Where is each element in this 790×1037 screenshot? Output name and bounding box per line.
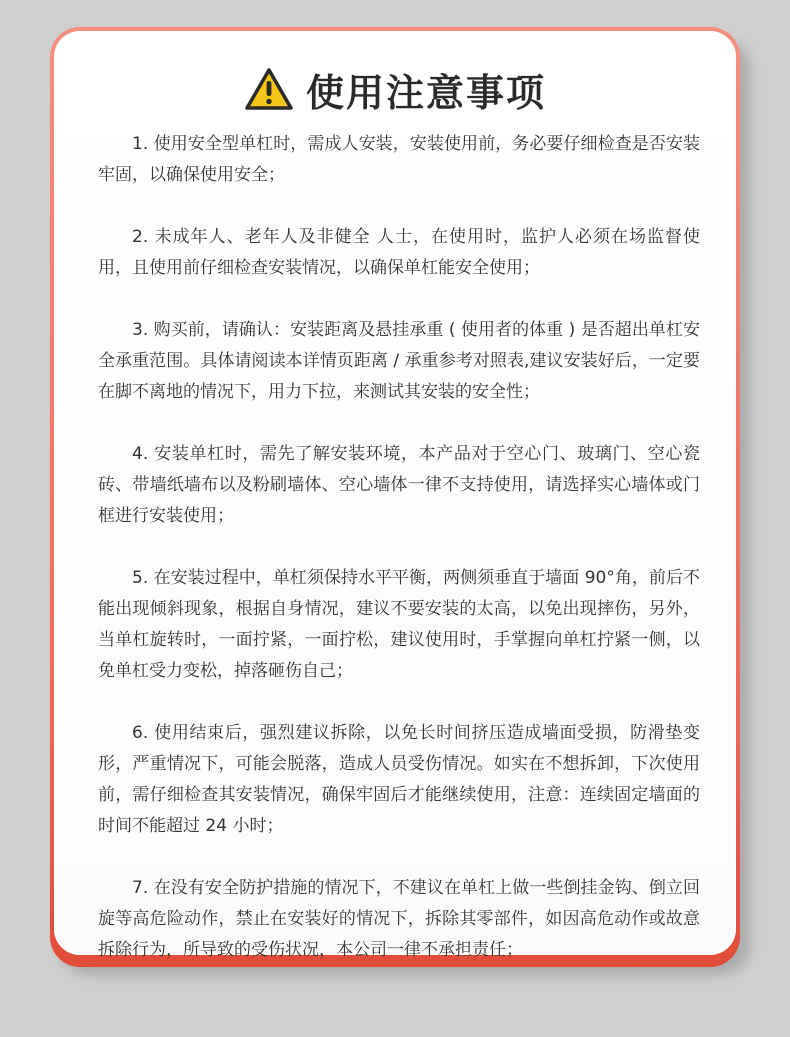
notice-list bbox=[98, 129, 700, 997]
page-title: 使用注意事项 bbox=[305, 70, 546, 115]
notice-item: 7. 在没有安全防护措施的情况下，不建议在单杠上做一些倒挂金钩、倒立回旋等高危险动作，禁止在安装好的情况下，拆除其零部件，如因高危动作或故意拆除行为，所导致的受伤状况，本公司一律不承担责任； bbox=[98, 878, 700, 960]
notice-item: 6. 使用结束后，强烈建议拆除，以免长时间挤压造成墙面受损，防滑垫变形，严重情况下，可能会脱落，造成人员受伤情况。如实在不想拆卸，下次使用前，需仔细检查其安装情况，确保牢固后才能继续使用，注意：连续固定墙面的时间不能超过 24 小时； bbox=[98, 723, 700, 836]
title-row bbox=[54, 59, 736, 119]
notice-item: 3. 购买前，请确认：安装距离及悬挂承重 ( 使用者的体重 ) 是否超出单杠安全承重范围。具体请阅读本详情页距离 / 承重参考对照表,建议安装好后，一定要在脚不离地的情况下，用力下拉，来测试其安装的安全性； bbox=[98, 320, 700, 402]
notice-item: 1. 使用安全型单杠时，需成人安装，安装使用前，务必要仔细检查是否安装牢固，以确保使用安全； bbox=[98, 134, 700, 185]
notice-item: 5. 在安装过程中，单杠须保持水平平衡，两侧须垂直于墙面 90°角，前后不能出现倾斜现象，根据自身情况，建议不要安装的太高，以免出现摔伤，另外，当单杠旋转时，一面拧紧，一面拧松，建议使用时，手掌握向单杠拧紧一侧，以免单杠受力变松，掉落砸伤自己； bbox=[98, 568, 700, 681]
notice-item: 4. 安装单杠时，需先了解安装环境，本产品对于空心门、玻璃门、空心瓷砖、带墙纸墙布以及粉刷墙体、空心墙体一律不支持使用，请选择实心墙体或门框进行安装使用； bbox=[98, 444, 700, 526]
notice-item: 2. 未成年人、老年人及非健全 人士，在使用时，监护人必须在场监督使用，且使用前仔细检查安装情况，以确保单杠能安全使用； bbox=[98, 227, 700, 278]
warning-triangle-icon bbox=[244, 67, 294, 111]
notice-card bbox=[50, 27, 740, 967]
notice-card-body bbox=[54, 31, 736, 960]
